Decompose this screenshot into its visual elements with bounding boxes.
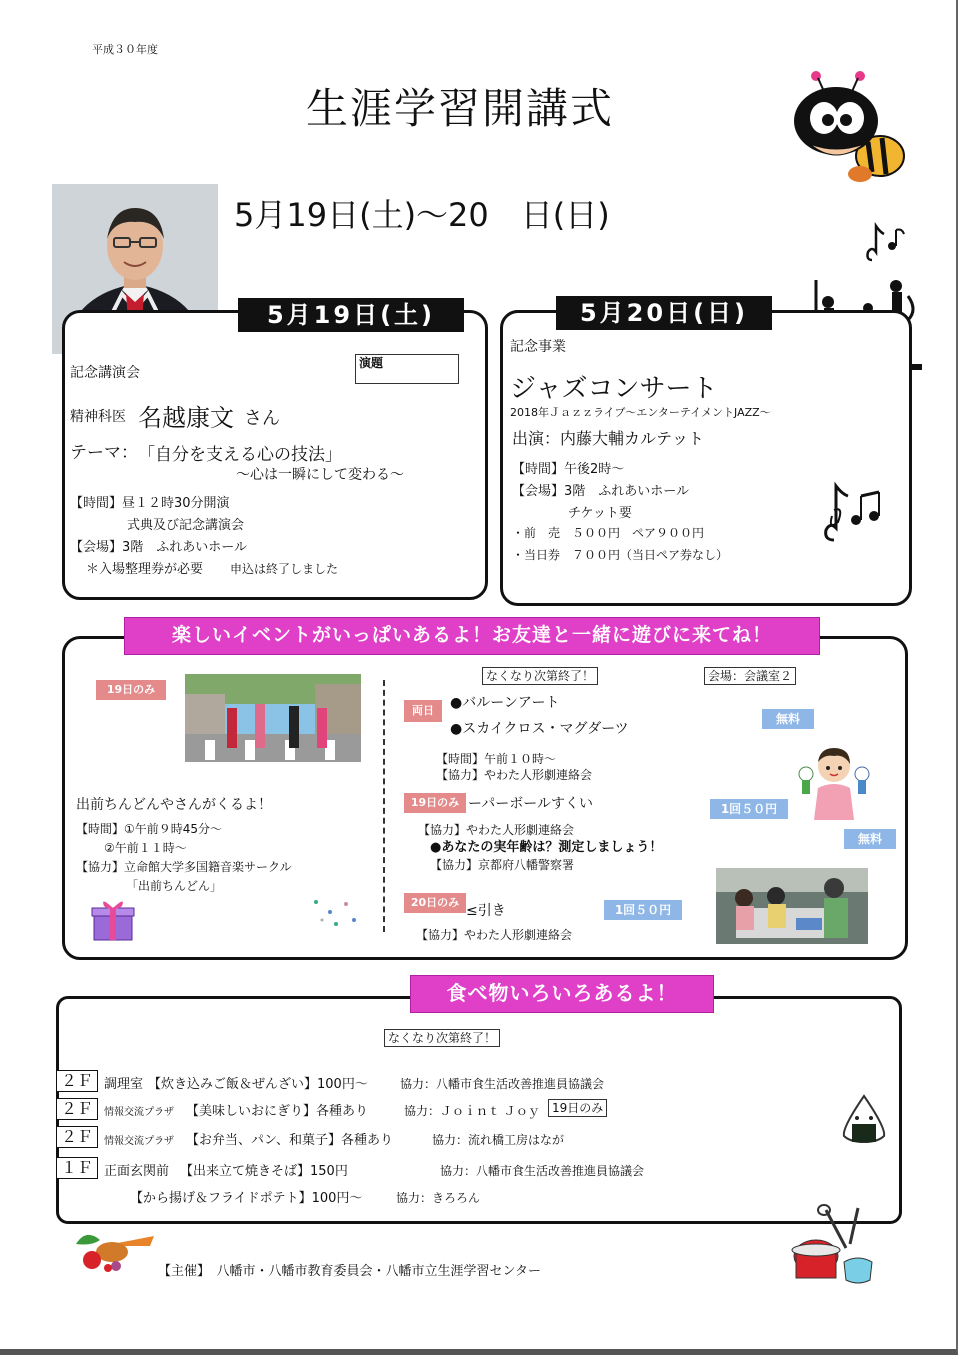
price-badge-1: 1回５０円 <box>710 799 788 819</box>
day1-band: 5月19日(土) <box>238 298 464 332</box>
food-coop-4: 協力：八幡市食生活改善推進員協議会 <box>440 1164 645 1178</box>
food-coop-1: 協力：八幡市食生活改善推進員協議会 <box>400 1077 605 1091</box>
skycross-darts: ●スカイクロス・マグダーツ <box>450 721 629 737</box>
lecture-theme: 「自分を支える心の技法」 <box>138 445 342 465</box>
free-badge-1: 無料 <box>762 709 814 729</box>
page-title: 生涯学習開講式 <box>306 84 615 133</box>
food-place-3: 情報交流プラザ <box>104 1136 174 1147</box>
day2-band: 5月20日(日) <box>556 296 772 330</box>
free-badge-2: 無料 <box>844 829 896 849</box>
both-days-time: 【時間】午前１０時～ <box>436 752 557 766</box>
events-venue: 会場：会議室２ <box>704 667 796 685</box>
both-days-tag: 両日 <box>404 700 442 722</box>
puppeteer-illustration <box>796 744 872 820</box>
events-divider <box>383 680 385 932</box>
police-coop: 【協力】京都府八幡警察署 <box>430 858 575 872</box>
music-notes-icon <box>820 480 890 546</box>
food-floor-2: ２Ｆ <box>56 1098 98 1120</box>
ticket-required: チケット要 <box>568 506 632 521</box>
age-test: ●あなたの実年齢は？測定しましょう！ <box>430 840 663 855</box>
lottery-coop: 【協力】やわた人形劇連絡会 <box>416 928 573 942</box>
speech-title-stamp: 演題 <box>355 354 459 384</box>
application-closed: 申込は終了しました <box>230 562 339 576</box>
food-banner: 食べ物いろいろあるよ！ <box>410 975 714 1013</box>
gift-box-icon <box>90 896 136 942</box>
day2-venue: 【会場】3階 ふれあいホール <box>512 484 690 499</box>
food-item-2: 【美味しいおにぎり】各種あり <box>186 1104 369 1119</box>
chindon-title: 出前ちんどんやさんがくるよ！ <box>76 797 272 813</box>
chindon-coop-name: 「出前ちんどん」 <box>126 879 223 893</box>
speaker-suffix: さん <box>244 408 280 429</box>
food-place-1: 調理室 <box>104 1077 144 1092</box>
balloon-art: ●バルーンアート <box>450 695 560 711</box>
food-floor-1: ２Ｆ <box>56 1070 98 1092</box>
confetti-icon <box>306 892 362 932</box>
food-place-2: 情報交流プラザ <box>104 1107 174 1118</box>
event-photo <box>716 868 868 944</box>
speaker-role: 精神科医 <box>70 409 126 425</box>
food-extra-coop: 協力：きろろん <box>396 1191 481 1205</box>
lecture-subtitle: ～心は一瞬にして変わる～ <box>236 467 404 483</box>
lottery: ≤引き <box>466 903 506 919</box>
day1-time-detail: 式典及び記念講演会 <box>127 518 245 533</box>
day2-time: 【時間】午後2時～ <box>512 462 625 477</box>
chindon-time2: ②午前１１時～ <box>104 841 187 855</box>
vegetables-icon <box>72 1226 156 1274</box>
chindon-time1: 【時間】①午前９時45分～ <box>76 822 223 836</box>
superball-scooping: ーパーボールすくい <box>468 796 594 812</box>
organizer: 【主催】 八幡市・八幡市教育委員会・八幡市立生涯学習センター <box>158 1264 541 1279</box>
cookware-icon <box>786 1204 882 1290</box>
chindon-photo <box>185 674 361 762</box>
superball-coop: 【協力】やわた人形劇連絡会 <box>418 823 575 837</box>
food-coop-2: 協力：Ｊｏｉｎｔ Ｊｏｙ <box>404 1104 540 1118</box>
both-days-coop: 【協力】やわた人形劇連絡会 <box>436 768 593 782</box>
day1-time: 【時間】昼１２時30分開演 <box>70 496 230 511</box>
event-dates: 5月19日(土)～20 日(日) <box>234 196 610 234</box>
day1-venue: 【会場】3階 ふれあいホール <box>70 540 248 555</box>
food-floor-4: １Ｆ <box>56 1157 98 1179</box>
door-price: ・当日券 ７００円（当日ペア券なし） <box>512 548 729 562</box>
food-floor-3: ２Ｆ <box>56 1126 98 1148</box>
advance-price: ・前 売 ５００円 ペア９００円 <box>512 526 705 540</box>
day20-only-tag: 20日のみ <box>404 893 466 913</box>
day2-type: 記念事業 <box>510 339 566 355</box>
concert-subtitle: 2018年Ｊａｚｚライブ～エンターテイメントJAZZ～ <box>510 406 771 419</box>
concert-title: ジャズコンサート <box>510 374 718 404</box>
food-item-1: 【炊き込みご飯＆ぜんざい】100円～ <box>148 1077 368 1092</box>
events-banner: 楽しいイベントがいっぱいあるよ！お友達と一緒に遊びに来てね！ <box>124 617 820 655</box>
food-coop-3: 協力：流れ橋工房はなが <box>432 1133 565 1147</box>
food-item-3: 【お弁当、パン、和菓子】各種あり <box>186 1133 393 1148</box>
left-event-tag: 19日のみ <box>96 680 166 700</box>
ticket-note: ＊入場整理券が必要 <box>86 562 204 577</box>
food-item-4: 【出来立て焼きそば】150円 <box>180 1164 348 1179</box>
food-day19-badge: 19日のみ <box>548 1099 607 1117</box>
food-extra-item: 【から揚げ＆フライドポテト】100円～ <box>130 1191 363 1206</box>
bee-mascot-icon <box>788 66 912 190</box>
theme-label: テーマ： <box>70 443 138 463</box>
day19-only-tag: 19日のみ <box>404 793 466 813</box>
food-limited-note: なくなり次第終了！ <box>384 1029 500 1047</box>
onigiri-icon <box>838 1094 890 1144</box>
fiscal-year: 平成３０年度 <box>92 43 158 56</box>
chindon-coop: 【協力】立命館大学多国籍音楽サークル <box>76 860 292 874</box>
performer: 出演：内藤大輔カルテット <box>512 429 705 448</box>
speaker-name: 名越康文 <box>138 404 234 432</box>
food-place-4: 正面玄関前 <box>104 1164 170 1179</box>
events-limited-note: なくなり次第終了！ <box>482 667 598 685</box>
day1-type: 記念講演会 <box>70 365 140 381</box>
price-badge-2: 1回５０円 <box>604 900 682 920</box>
music-note-icon <box>862 222 910 264</box>
